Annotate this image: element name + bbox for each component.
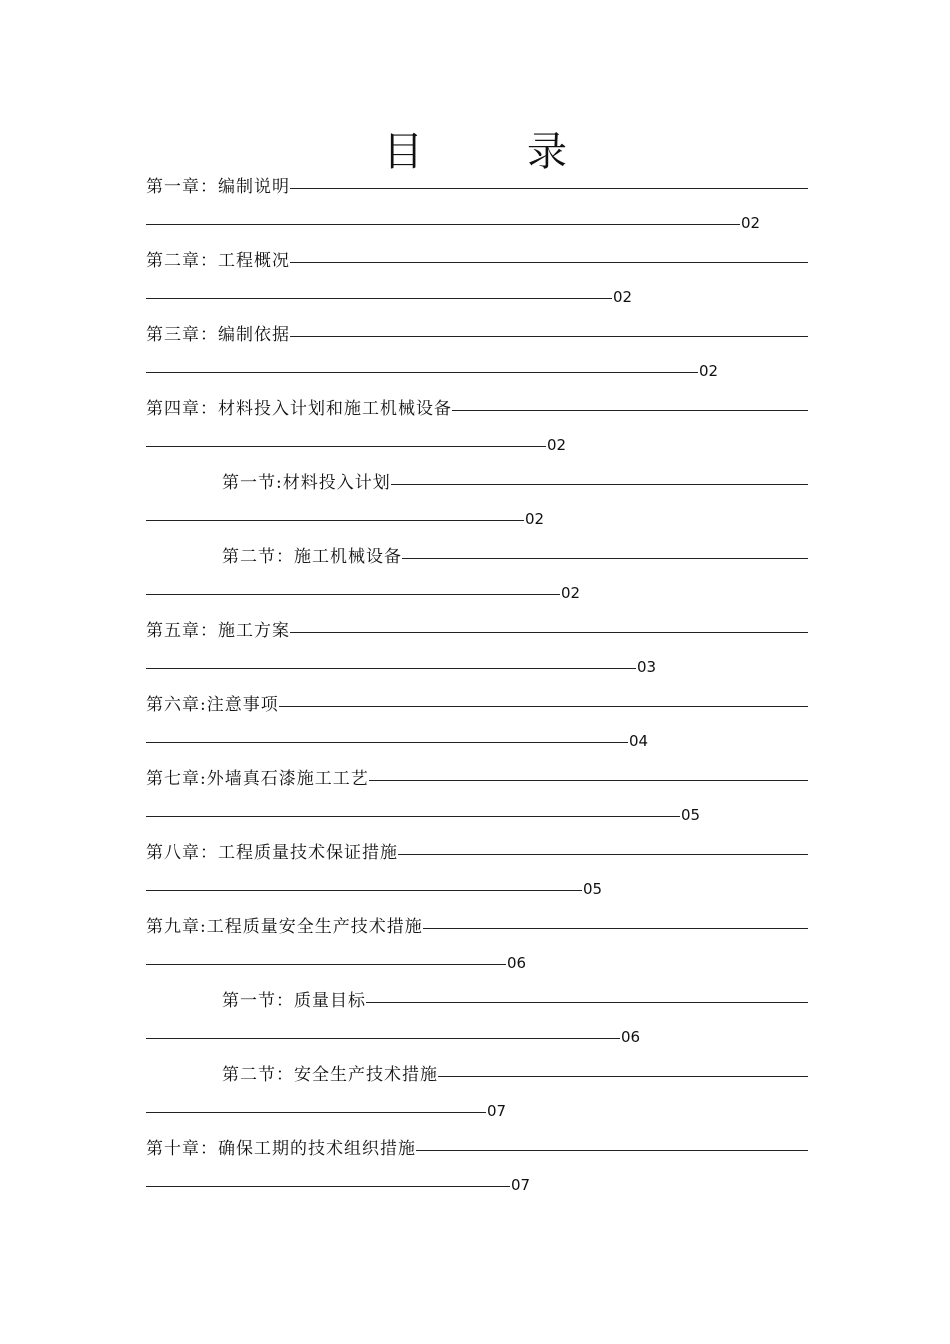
toc-page-number: 02 [525,510,545,528]
toc-entry-line-1 [146,174,808,200]
toc-page-number: 05 [583,880,603,898]
toc-entry-label: 第四章：材料投入计划和施工机械设备 [146,399,452,419]
toc-entry-line-2 [146,210,760,236]
leader-dashes [146,298,612,299]
leader-dashes [423,928,808,929]
toc-entry[interactable] [146,616,808,690]
leader-dashes [146,594,560,595]
toc-page-number: 02 [547,436,567,454]
leader-dashes [391,484,808,485]
toc-page-number: 02 [561,584,581,602]
toc-entry[interactable] [146,912,808,986]
toc-entry-label: 第三章：编制依据 [146,325,290,345]
leader-dashes [398,854,808,855]
leader-dashes [146,668,636,669]
leader-dashes [146,372,698,373]
toc-entry-line-1 [146,766,808,792]
toc-entry-label: 第一章：编制说明 [146,177,290,197]
toc-entry-line-2 [146,506,544,532]
toc-entry-line-2 [146,1098,506,1124]
toc-entry-label: 第七章:外墙真石漆施工工艺 [146,769,369,789]
toc-entry-line-1 [146,322,808,348]
toc-page-number: 07 [487,1102,507,1120]
toc-entry[interactable] [146,838,808,912]
toc-entry-line-2 [146,950,526,976]
toc-entry-label: 第一节：质量目标 [222,991,366,1011]
toc-entry-line-2 [146,876,602,902]
leader-dashes [146,816,680,817]
toc-page-number: 02 [699,362,719,380]
toc-entry-line-2 [146,728,648,754]
toc-page-number: 07 [511,1176,531,1194]
toc-title [0,128,950,176]
toc-entry[interactable] [146,246,808,320]
toc-entry-line-1 [146,1136,808,1162]
toc-entry-line-1 [146,248,808,274]
toc-page-number: 06 [507,954,527,972]
leader-dashes [402,558,808,559]
toc-entry-line-2 [146,432,566,458]
toc-page-number: 02 [741,214,761,232]
toc-entry-line-1 [146,914,808,940]
toc-title-char-1: 目 [383,129,423,175]
toc-entry[interactable] [146,764,808,838]
leader-dashes [146,520,524,521]
toc-entry-label: 第二章：工程概况 [146,251,290,271]
toc-entry-line-1 [146,470,808,496]
toc-title-char-2: 录 [527,129,567,175]
leader-dashes [290,188,808,189]
toc-entry-line-2 [146,802,700,828]
toc-page-number: 04 [629,732,649,750]
leader-dashes [290,262,808,263]
leader-dashes [452,410,808,411]
leader-dashes [146,446,546,447]
leader-dashes [438,1076,808,1077]
toc-entry-line-1 [146,396,808,422]
leader-dashes [369,780,808,781]
toc-entry[interactable] [146,468,808,542]
toc-page-number: 03 [637,658,657,676]
leader-dashes [146,964,506,965]
toc-entry-label: 第五章：施工方案 [146,621,290,641]
leader-dashes [290,336,808,337]
toc-entry[interactable] [146,320,808,394]
toc-entry-label: 第九章:工程质量安全生产技术措施 [146,917,423,937]
toc-page-number: 02 [613,288,633,306]
toc-entry-label: 第六章:注意事项 [146,695,279,715]
table-of-contents [146,172,808,1208]
toc-entry[interactable] [146,986,808,1060]
leader-dashes [146,742,628,743]
toc-entry-label: 第二节：施工机械设备 [222,547,402,567]
toc-entry-line-2 [146,654,656,680]
toc-entry-line-2 [146,1172,530,1198]
leader-dashes [290,632,808,633]
leader-dashes [146,1112,486,1113]
toc-entry[interactable] [146,542,808,616]
toc-entry-line-1 [146,544,808,570]
toc-entry-line-2 [146,358,718,384]
toc-entry[interactable] [146,690,808,764]
toc-entry-label: 第一节:材料投入计划 [222,473,391,493]
leader-dashes [146,224,740,225]
toc-entry-line-2 [146,580,580,606]
toc-entry-line-2 [146,1024,640,1050]
leader-dashes [146,1038,620,1039]
toc-entry-line-1 [146,840,808,866]
toc-entry-line-1 [146,1062,808,1088]
toc-entry[interactable] [146,172,808,246]
toc-page-number: 05 [681,806,701,824]
toc-entry[interactable] [146,1134,808,1208]
toc-entry-line-2 [146,284,632,310]
toc-entry-line-1 [146,692,808,718]
leader-dashes [416,1150,808,1151]
toc-entry[interactable] [146,1060,808,1134]
leader-dashes [146,1186,510,1187]
toc-entry-line-1 [146,618,808,644]
toc-entry-label: 第二节：安全生产技术措施 [222,1065,438,1085]
leader-dashes [366,1002,808,1003]
leader-dashes [146,890,582,891]
toc-entry-label: 第十章：确保工期的技术组织措施 [146,1139,416,1159]
toc-page-number: 06 [621,1028,641,1046]
toc-entry-line-1 [146,988,808,1014]
leader-dashes [279,706,808,707]
toc-entry-label: 第八章：工程质量技术保证措施 [146,843,398,863]
toc-entry[interactable] [146,394,808,468]
